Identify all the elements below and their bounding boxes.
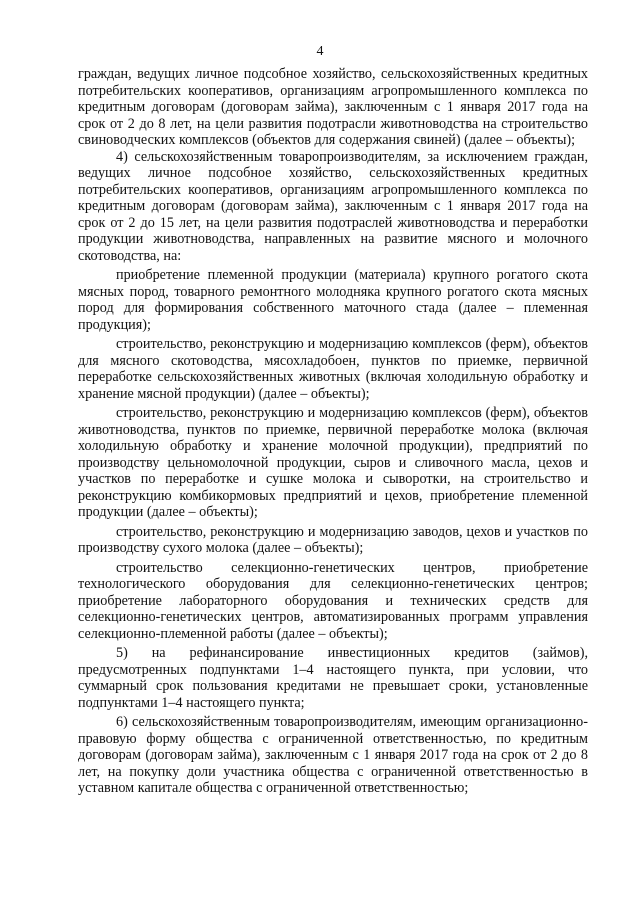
paragraph-item-6: 6) сельскохозяйственным товаропроизводителям, имеющим организационно-правовую форму общества с ограниченной ответственностью, по кредитным договорам (договорам займа), заключенным с 1 января 2017 года на срок от 2 до 8 лет, на покупку доли участника общества с ограниченной ответственностью в уставном капитале общества с ограниченной ответственностью; xyxy=(78,714,588,796)
document-body xyxy=(78,66,588,797)
paragraph-meat-facilities: строительство, реконструкцию и модернизацию комплексов (ферм), объектов для мясного скотоводства, мясохладобоен, пунктов по приемке, первичной переработке сельскохозяйственных животных (включая холодильную обработку и хранение мясной продукции) (далее – объекты); xyxy=(78,336,588,402)
paragraph-dairy-facilities: строительство, реконструкцию и модернизацию комплексов (ферм), объектов животноводства, пунктов по приемке, первичной переработке молока (включая холодильную обработку и хранение молочной продукции), предприятий по производству цельномолочной продукции, сыров и сливочного масла, цехов и участков по переработке и сушке молока и сыворотки, на строительство и реконструкцию комбикормовых предприятий и цехов, приобретение племенной продукции (далее – объекты); xyxy=(78,405,588,520)
paragraph-item-5: 5) на рефинансирование инвестиционных кредитов (займов), предусмотренных подпунктами 1–4 настоящего пункта, при условии, что суммарный срок пользования кредитами не превышает сроки, установленные подпунктами 1–4 настоящего пункта; xyxy=(78,645,588,711)
paragraph-dry-milk-plants: строительство, реконструкцию и модернизацию заводов, цехов и участков по производству сухого молока (далее – объекты); xyxy=(78,523,588,556)
paragraph-continuation: граждан, ведущих личное подсобное хозяйство, сельскохозяйственных кредитных потребительских кооперативов, организациям агропромышленного комплекса по кредитным договорам (договорам займа), заключенным с 1 января 2017 года на срок от 2 до 8 лет, на цели развития подотрасли животноводства на строительство свиноводческих комплексов (объектов для содержания свиней) (далее – объекты); xyxy=(78,66,588,148)
page-number: 4 xyxy=(316,44,324,59)
paragraph-item-4: 4) сельскохозяйственным товаропроизводителям, за исключением граждан, ведущих личное подсобное хозяйство, сельскохозяйственных кредитных потребительских кооперативов, организациям агропромышленного комплекса по кредитным договорам (договорам займа), заключенным с 1 января 2017 года на срок от 2 до 15 лет, на цели развития подотраслей животноводства и переработки продукции животноводства, направленных на развитие мясного и молочного скотоводства, на: xyxy=(78,148,588,264)
paragraph-breeding-products: приобретение племенной продукции (материала) крупного рогатого скота мясных пород, товарного ремонтного молодняка крупного рогатого скота мясных пород для формирования собственного маточного стада (далее – племенная продукция); xyxy=(78,267,588,333)
paragraph-genetic-centers: строительство селекционно-генетических центров, приобретение технологического оборудования для селекционно-генетических центров; приобретение лабораторного оборудования и технических средств для селекционно-генетических центров, автоматизированных программ управления селекционно-племенной работы (далее – объекты); xyxy=(78,559,588,642)
